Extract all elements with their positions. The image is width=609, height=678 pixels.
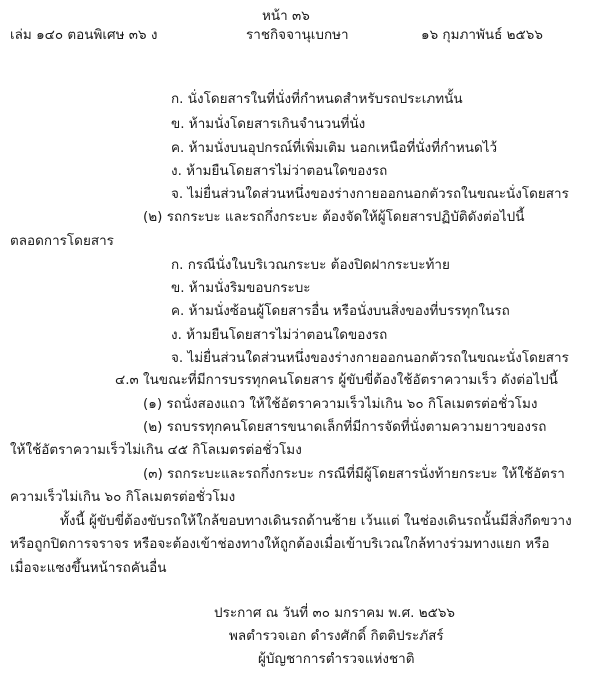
body-line: หรือถูกปิดการจราจร หรือจะต้องเข้าช่องทางให้ถูกต้องเมื่อเข้าบริเวณใกล้ทางร่วมทางแยก หรือ <box>10 536 550 552</box>
body-line: ข. ห้ามนั่งโดยสารเกินจำนวนที่นั่ง <box>171 116 366 132</box>
body-line: ให้ใช้อัตราความเร็วไม่เกิน ๔๕ กิโลเมตรต่อชั่วโมง <box>10 442 302 458</box>
signatory-name: พลตำรวจเอก ดำรงศักดิ์ กิตติประภัสร์ <box>229 628 444 644</box>
body-line: เมื่อจะแซงขึ้นหน้ารถคันอื่น <box>10 560 167 576</box>
body-line: ค. ห้ามนั่งซ้อนผู้โดยสารอื่น หรือนั่งบนสิ่งของที่บรรทุกในรถ <box>171 303 510 319</box>
body-line: ความเร็วไม่เกิน ๖๐ กิโลเมตรต่อชั่วโมง <box>10 489 236 505</box>
publication-name: ราชกิจจานุเบกษา <box>246 27 349 43</box>
body-line: ก. กรณีนั่งในบริเวณกระบะ ต้องปิดฝากระบะท้าย <box>171 257 450 273</box>
body-line: ง. ห้ามยืนโดยสารไม่ว่าตอนใดของรถ <box>171 163 388 179</box>
body-line: ตลอดการโดยสาร <box>10 233 114 249</box>
body-line: (๑) รถนั่งสองแถว ให้ใช้อัตราความเร็วไม่เกิน ๖๐ กิโลเมตรต่อชั่วโมง <box>143 396 538 412</box>
body-line: (๒) รถกระบะ และรถกึ่งกระบะ ต้องจัดให้ผู้โดยสารปฏิบัติดังต่อไปนี้ <box>143 209 525 225</box>
body-line: ก. นั่งโดยสารในที่นั่งที่กำหนดสำหรับรถประเภทนั้น <box>171 91 463 107</box>
body-line: ง. ห้ามยืนโดยสารไม่ว่าตอนใดของรถ <box>171 327 388 343</box>
body-line: จ. ไม่ยื่นส่วนใดส่วนหนึ่งของร่างกายออกนอกตัวรถในขณะนั่งโดยสาร <box>171 186 569 202</box>
volume-issue: เล่ม ๑๔๐ ตอนพิเศษ ๓๖ ง <box>10 27 158 43</box>
signatory-position: ผู้บัญชาการตำรวจแห่งชาติ <box>258 651 415 667</box>
body-line: ๔.๓ ในขณะที่มีการบรรทุกคนโดยสาร ผู้ขับขี่ต้องใช้อัตราความเร็ว ดังต่อไปนี้ <box>115 372 558 388</box>
body-line: จ. ไม่ยื่นส่วนใดส่วนหนึ่งของร่างกายออกนอกตัวรถในขณะนั่งโดยสาร <box>171 350 569 366</box>
body-line: ข. ห้ามนั่งริมขอบกระบะ <box>171 280 311 296</box>
body-line: (๒) รถบรรทุกคนโดยสารขนาดเล็กที่มีการจัดที่นั่งตามความยาวของรถ <box>143 419 547 435</box>
announcement-date: ประกาศ ณ วันที่ ๓๐ มกราคม พ.ศ. ๒๕๖๖ <box>214 605 455 621</box>
page-number: หน้า ๓๖ <box>262 8 310 24</box>
body-line: (๓) รถกระบะและรถกึ่งกระบะ กรณีที่มีผู้โดยสารนั่งท้ายกระบะ ให้ใช้อัตรา <box>143 466 565 482</box>
publication-date: ๑๖ กุมภาพันธ์ ๒๕๖๖ <box>421 27 543 43</box>
body-line: ค. ห้ามนั่งบนอุปกรณ์ที่เพิ่มเติม นอกเหนือที่นั่งที่กำหนดไว้ <box>171 140 498 156</box>
body-line: ทั้งนี้ ผู้ขับขี่ต้องขับรถให้ใกล้ขอบทางเดินรถด้านซ้าย เว้นแต่ ในช่องเดินรถนั้นมีสิ่งกีดขวาง <box>60 513 572 529</box>
